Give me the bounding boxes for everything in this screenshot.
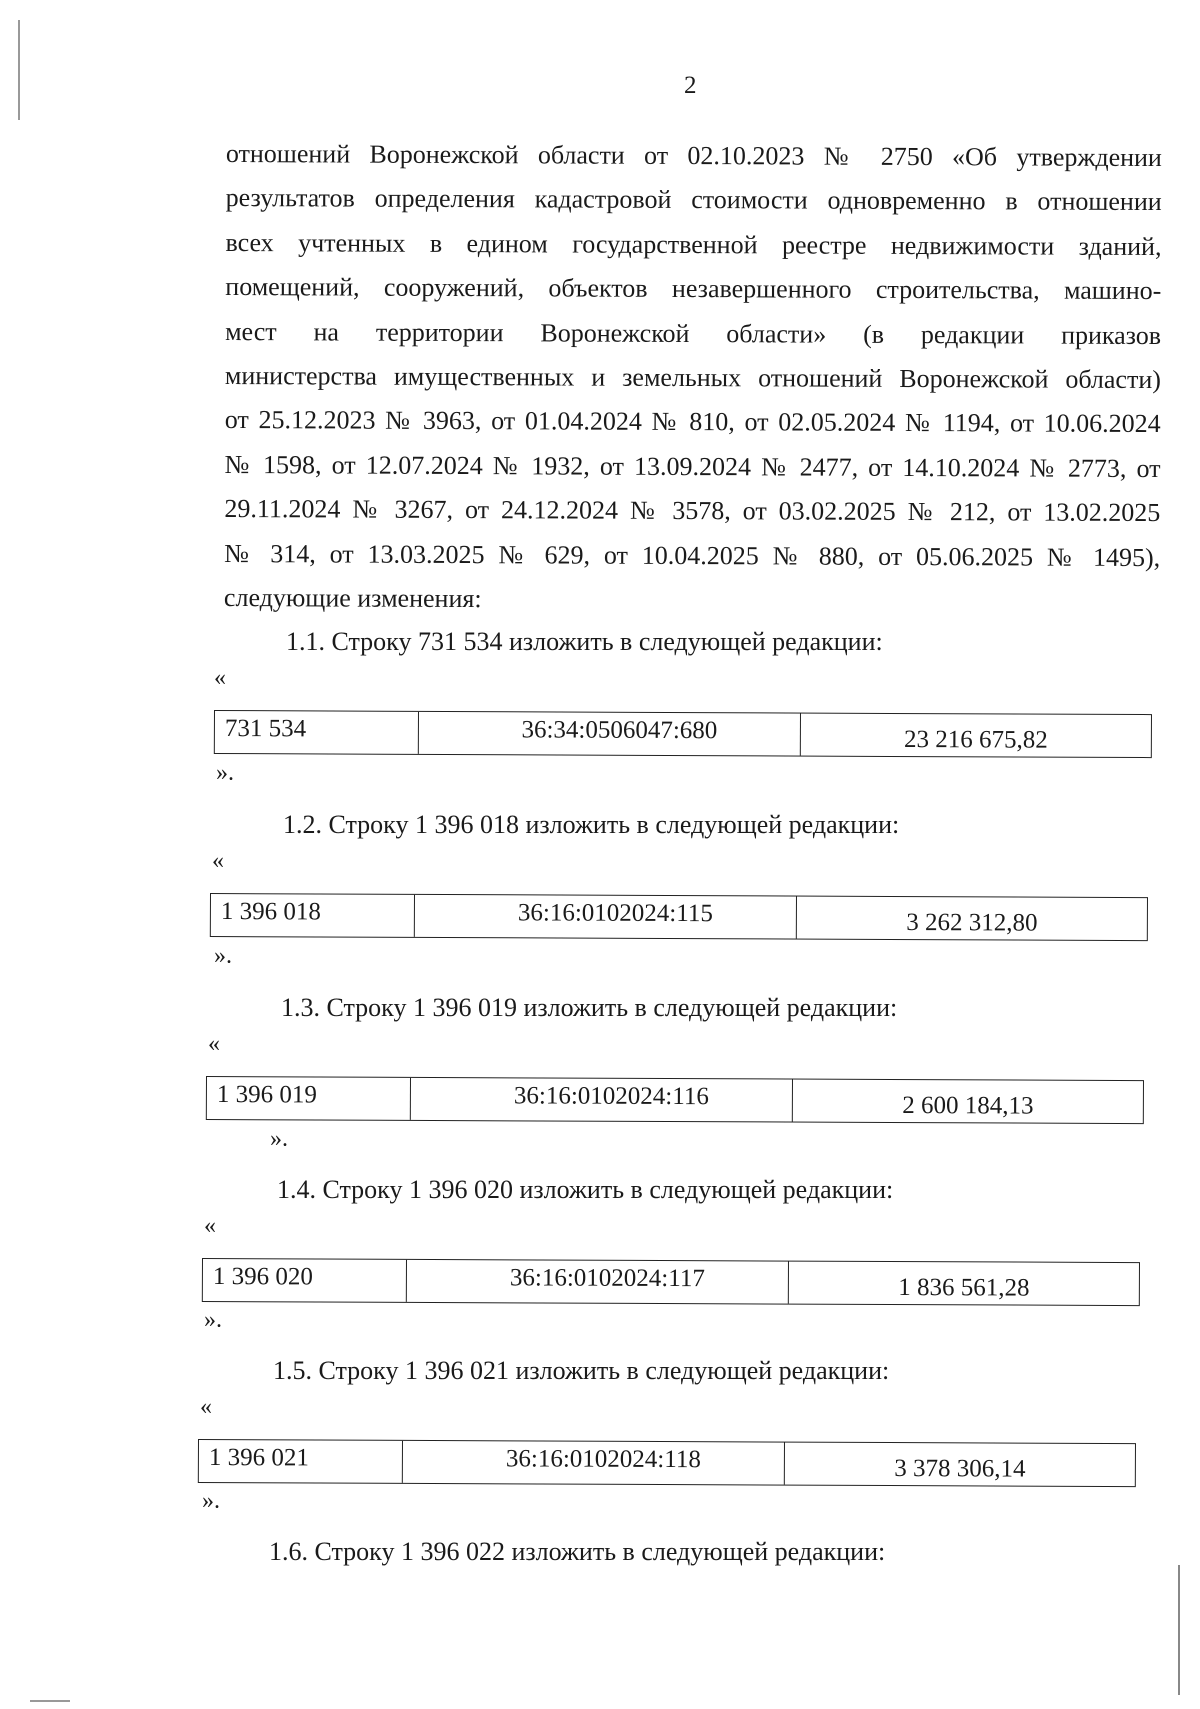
close-quote: ». [202,1488,220,1514]
replacement-row-table [198,1439,1136,1487]
paragraph-line: всех учтенных в едином государственной реестре недвижимости зданий, [225,227,1162,261]
open-quote: « [214,665,226,691]
cadastral-value-cell: 1 836 561,28 [898,1274,1030,1302]
paragraph-line: 29.11.2024 № 3267, от 24.12.2024 № 3578, от 03.02.2025 № 212, от 13.02.2025 [224,494,1161,528]
item-title-1-4: 1.4. Строку 1 396 020 изложить в следующей редакции: [277,1175,894,1204]
paragraph-line: отношений Воронежской области от 02.10.2023 № 2750 «Об утверждении [225,138,1162,173]
paragraph-line: министерства имущественных и земельных отношений Воронежской области) [224,360,1161,395]
paragraph-line: результатов определения кадастровой стоимости одновременно в отношении [225,183,1162,217]
cadastral-number-cell: 36:16:0102024:118 [403,1441,785,1485]
open-quote: « [208,1031,220,1057]
item-title-1-1: 1.1. Строку 731 534 изложить в следующей редакции: [286,627,883,656]
paragraph-line: следующие изменения: [223,582,482,614]
close-quote: ». [204,1307,222,1333]
cadastral-value-cell: 3 378 306,14 [894,1455,1026,1483]
item-title-1-3: 1.3. Строку 1 396 019 изложить в следующей редакции: [281,993,898,1022]
cadastral-number-cell: 36:34:0506047:680 [419,712,801,756]
cadastral-number-cell: 36:16:0102024:116 [411,1078,793,1122]
page-number: 2 [684,72,697,99]
replacement-row-table [210,893,1148,941]
row-number-cell: 1 396 021 [199,1440,403,1483]
paragraph-line: помещений, сооружений, объектов незавершенного строительства, машино- [225,272,1162,306]
replacement-row-table [214,710,1152,758]
row-number-cell: 1 396 020 [203,1259,407,1302]
row-number-cell: 1 396 018 [211,894,415,937]
scan-edge-mark [18,20,20,120]
cadastral-number-cell: 36:16:0102024:115 [415,895,797,939]
item-title-1-6: 1.6. Строку 1 396 022 изложить в следующей редакции: [269,1537,886,1566]
item-title-1-5: 1.5. Строку 1 396 021 изложить в следующей редакции: [273,1356,890,1385]
open-quote: « [212,848,224,874]
cadastral-value-cell: 3 262 312,80 [906,909,1038,937]
row-number-cell: 731 534 [215,711,419,754]
cadastral-value-cell: 23 216 675,82 [903,726,1048,754]
item-title-1-2: 1.2. Строку 1 396 018 изложить в следующей редакции: [283,810,900,839]
paragraph-line: № 1598, от 12.07.2024 № 1932, от 13.09.2024 № 2477, от 14.10.2024 № 2773, от [224,449,1161,483]
cadastral-number-cell: 36:16:0102024:117 [407,1260,789,1304]
replacement-row-table [202,1258,1140,1306]
scan-edge-mark [30,1700,70,1702]
paragraph-line: № 314, от 13.03.2025 № 629, от 10.04.2025 № 880, от 05.06.2025 № 1495), [224,538,1161,572]
close-quote: ». [216,760,234,786]
row-number-cell: 1 396 019 [207,1077,411,1120]
open-quote: « [204,1213,216,1239]
intro-paragraph [224,132,1162,624]
replacement-row-table [206,1076,1144,1124]
cadastral-value-cell: 2 600 184,13 [902,1092,1034,1120]
scan-edge-mark [1178,1565,1180,1695]
close-quote: ». [214,943,232,969]
paragraph-line: от 25.12.2023 № 3963, от 01.04.2024 № 810, от 02.05.2024 № 1194, от 10.06.2024 [224,405,1161,439]
close-quote: ». [270,1126,288,1152]
paragraph-line: мест на территории Воронежской области» (в редакции приказов [225,316,1162,350]
open-quote: « [200,1394,212,1420]
